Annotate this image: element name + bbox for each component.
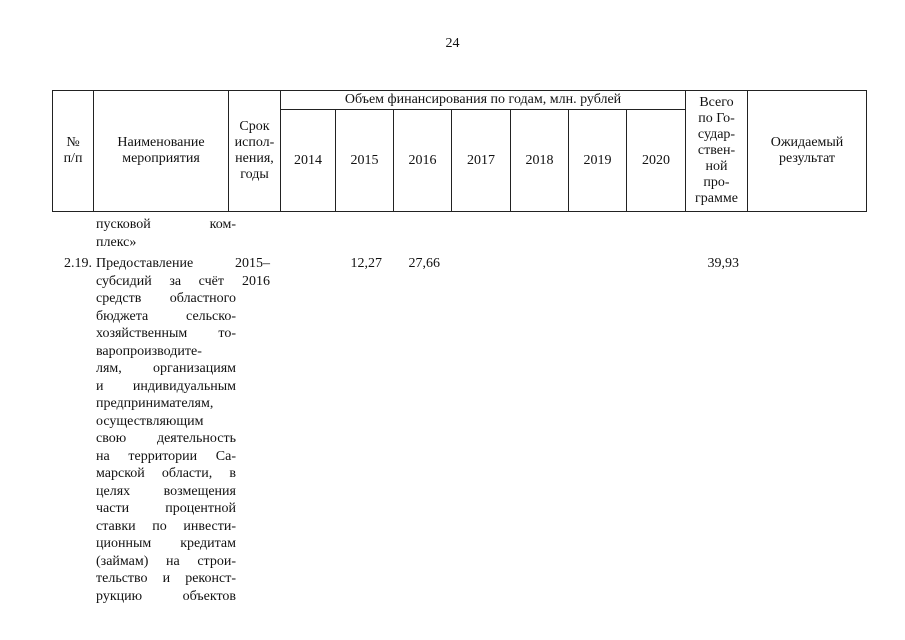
desc-line: субсидий за счёт	[96, 273, 224, 289]
desc-line: свою деятельность	[96, 431, 236, 446]
header-funding-title: Объем финансирования по годам, млн. рублей	[281, 91, 686, 110]
desc-line: тельство и реконст-	[96, 571, 236, 586]
header-name: Наименование мероприятия	[94, 91, 229, 212]
desc-line: бюджета сельско-	[96, 308, 236, 324]
page-number: 24	[445, 36, 460, 51]
header-year-2019: 2019	[569, 110, 627, 212]
desc-line: ставки по инвести-	[96, 518, 236, 534]
header-num: № п/п	[53, 91, 94, 212]
desc-line: варопроизводите-	[96, 343, 202, 359]
desc-line: Предоставление	[96, 256, 194, 271]
desc-line: и индивидуальным	[96, 378, 236, 394]
continuation-line-2: плекс»	[96, 235, 137, 250]
value-2015: 12,27	[350, 256, 382, 271]
header-year-2017: 2017	[452, 110, 511, 212]
header-total: Всего по Го- судар- ствен- ной про- грамме	[686, 91, 748, 212]
row-description	[96, 255, 236, 605]
desc-line: марской области, в	[96, 466, 236, 481]
desc-line: средств областного	[96, 291, 236, 306]
desc-line: на территории Са-	[96, 448, 236, 464]
desc-line: части процентной	[96, 501, 236, 516]
header-year-2020: 2020	[627, 110, 686, 212]
row-number: 2.19.	[64, 256, 92, 271]
header-year-2018: 2018	[511, 110, 569, 212]
header-term: Срок испол- нения, годы	[229, 91, 281, 212]
desc-line: хозяйственным то-	[96, 326, 236, 341]
value-total: 39,93	[707, 256, 739, 271]
header-result: Ожидаемый результат	[748, 91, 867, 212]
desc-line: ционным кредитам	[96, 536, 236, 551]
header-year-2014: 2014	[281, 110, 336, 212]
desc-line: лям, организациям	[96, 361, 236, 376]
row-term: 2015– 2016	[235, 256, 270, 289]
desc-line: осуществляющим	[96, 413, 204, 429]
continuation-line-1: пусковой ком-	[96, 217, 236, 232]
header-year-2015: 2015	[336, 110, 394, 212]
desc-line: целях возмещения	[96, 483, 236, 499]
desc-line: рукцию объектов	[96, 588, 236, 604]
desc-line: (займам) на строи-	[96, 553, 236, 569]
value-2016: 27,66	[408, 256, 440, 271]
header-year-2016: 2016	[394, 110, 452, 212]
desc-line: предпринимателям,	[96, 396, 214, 411]
header-table	[52, 90, 867, 212]
